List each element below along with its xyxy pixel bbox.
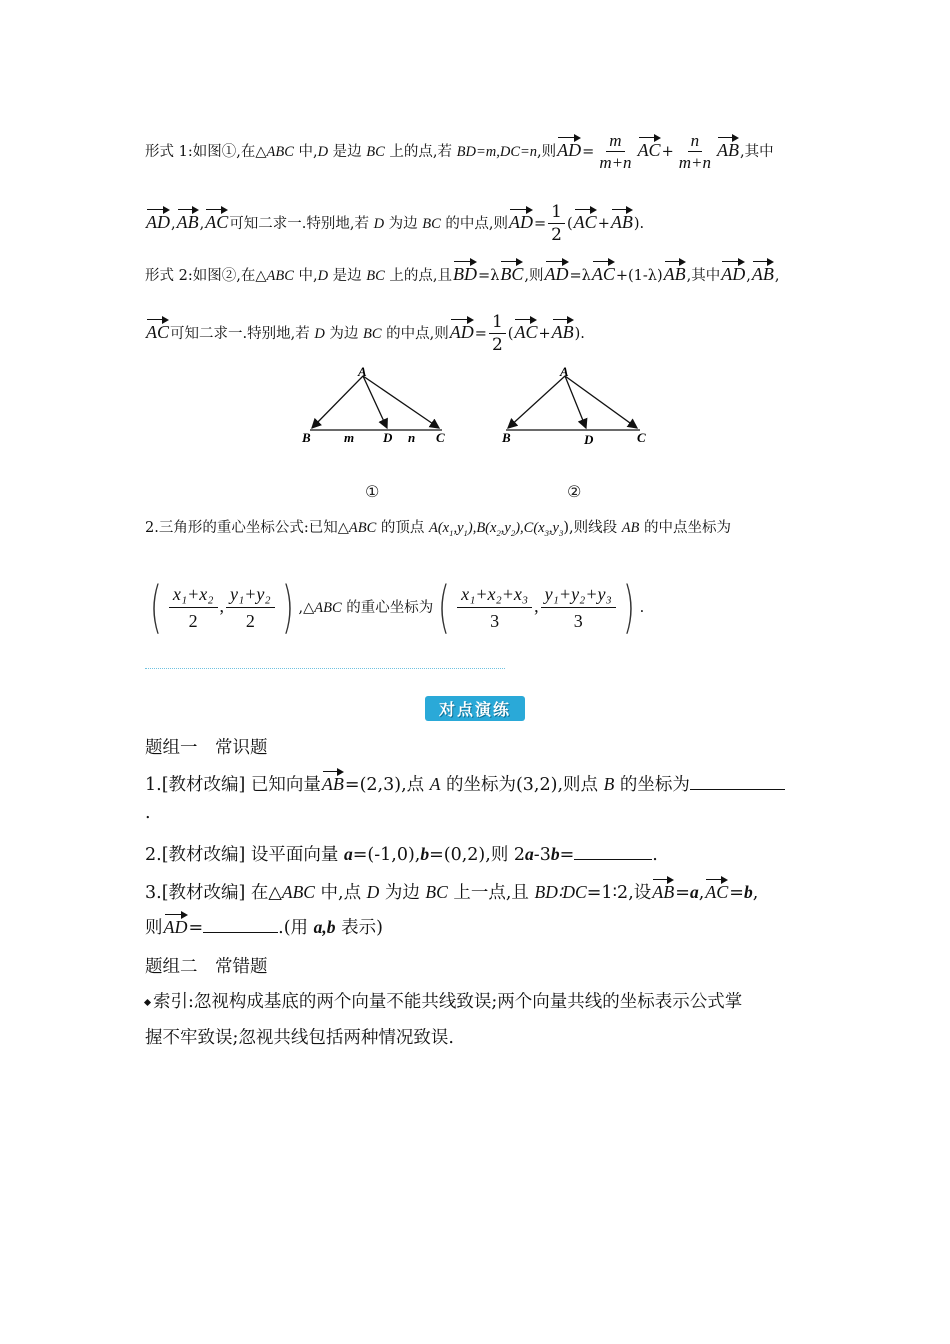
vector-ab: AB bbox=[717, 134, 739, 161]
section-divider bbox=[145, 668, 505, 669]
fig1-label-d: D bbox=[383, 430, 393, 445]
fig2-label-c: C bbox=[637, 430, 646, 445]
section-badge: 对点演练 bbox=[425, 696, 525, 721]
fig1-label-c: C bbox=[436, 430, 445, 445]
centroid-y: $\frac{\text{y₁+y₂+y₃}}{3}$ bbox=[541, 583, 616, 634]
figure-1 bbox=[301, 364, 445, 445]
vector-ad: AD bbox=[557, 134, 581, 161]
group2-title: 题组二 常错题 bbox=[145, 957, 268, 977]
fig2-label-a: A bbox=[560, 364, 569, 379]
centroid-x: $\frac{\text{x₁+x₂+x₃}}{3}$ bbox=[457, 583, 532, 634]
form2-line1: 形式 2:如图②,在△ABC 中,D 是边 BC 上的点,且BD=λBC,则AD=λAC+(1-λ)AB,其中AD,AB, bbox=[145, 258, 779, 285]
centroid-line1: 2.三角形的重心坐标公式:已知△ABC 的顶点 $A(x_1,y_1),B(x_2,y_2),C(x_3,y_3)$,则线段 AB 的中点坐标为 bbox=[145, 520, 732, 538]
question-3-line1: 3.[教材改编] 在△ABC 中,点 D 为边 BC 上一点,且 BD∶DC=1∶2,设AB=a,AC=b, bbox=[145, 876, 758, 904]
index-line1: 索引:忽视构成基底的两个向量不能共线致误;两个向量共线的坐标表示公式掌 bbox=[145, 988, 742, 1013]
answer-blank-1[interactable] bbox=[690, 775, 785, 790]
fraction-m: $\frac{m}{m+n}$ bbox=[599, 131, 632, 173]
fig2-label-b: B bbox=[502, 430, 511, 445]
form1-line2: AD,AB,AC可知二求一.特别地,若 D 为边 BC 的中点,则AD= $\frac{1}{2}$ (AC+AB). bbox=[146, 202, 645, 246]
fig1-label-n: n bbox=[408, 430, 416, 445]
question-1: 1.[教材改编] 已知向量AB=(2,3),点 A 的坐标为(3,2),则点 B 的坐标为 bbox=[145, 768, 785, 796]
fig1-caption: ① bbox=[365, 482, 380, 501]
answer-blank-2[interactable] bbox=[574, 845, 652, 860]
midpoint-x: $\frac{\text{x₁+x₂}}{2}$ bbox=[169, 583, 218, 634]
fig2-label-d: D bbox=[584, 432, 594, 447]
form1-line1: 形式 1:如图①,在△ABC 中,D 是边 BC 上的点,若 BD=m,DC=n,则AD= $\frac{m}{m+n}$ AC+ $\frac{n}{m+n}$ AB,其中 bbox=[145, 130, 774, 174]
fraction-n: $\frac{n}{m+n}$ bbox=[678, 131, 711, 173]
triangle-figures bbox=[290, 362, 670, 452]
fig2-caption: ② bbox=[567, 482, 582, 501]
fig1-label-a: A bbox=[358, 364, 367, 379]
midpoint-y: $\frac{\text{y₁+y₂}}{2}$ bbox=[226, 583, 275, 634]
answer-blank-3[interactable] bbox=[203, 918, 278, 933]
question-1-end: . bbox=[145, 803, 151, 823]
question-3-line2: 则AD= .(用 a,b 表示) bbox=[145, 911, 383, 939]
group1-title: 题组一 常识题 bbox=[145, 738, 268, 758]
vector-ac: AC bbox=[638, 134, 661, 161]
centroid-formulas: ( $\frac{\text{x₁+x₂}}{2}$ , $\frac{\text{y₁+y₂}}{2}$ ) ,△ABC 的重心坐标为( $\frac{\text{x₁+x₂+x₃}}{3}$ , $\frac{\text{y₁+y₂+y₃}}{3}$ ) . bbox=[149, 575, 645, 640]
fig1-label-b: B bbox=[302, 430, 311, 445]
index-line2: 握不牢致误;忽视共线包括两种情况致误. bbox=[145, 1028, 454, 1048]
fig1-label-m: m bbox=[344, 430, 355, 445]
figure-2 bbox=[501, 364, 646, 447]
form2-line2: AC可知二求一.特别地,若 D 为边 BC 的中点,则AD= $\frac{1}{2}$ (AC+AB). bbox=[146, 312, 585, 356]
question-2: 2.[教材改编] 设平面向量 a=(-1,0),b=(0,2),则 2a-3b= . bbox=[145, 844, 658, 865]
bullet-diamond-icon bbox=[144, 999, 151, 1006]
